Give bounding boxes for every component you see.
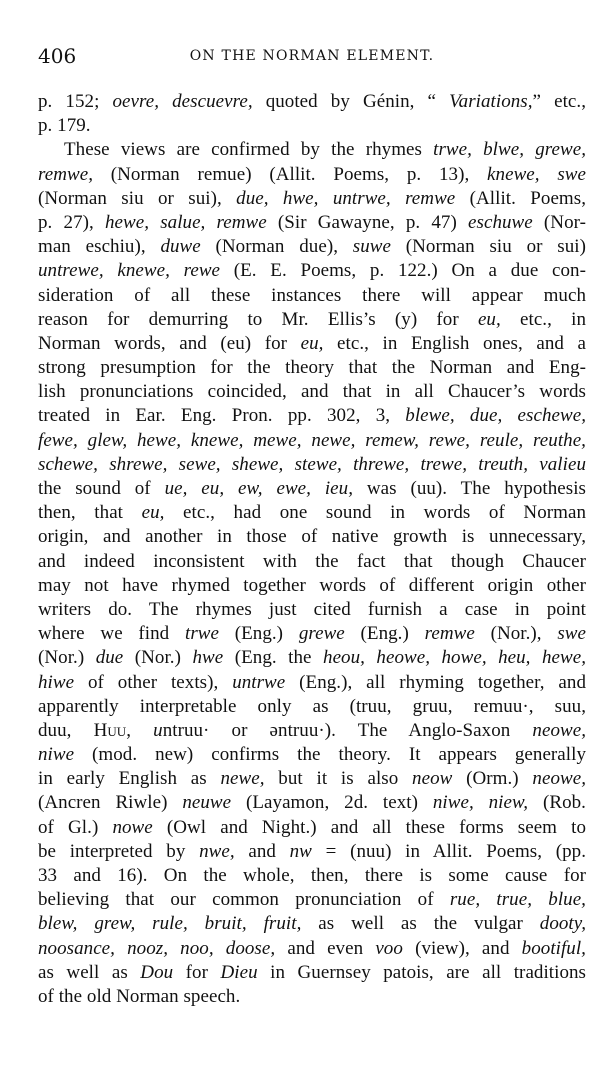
italic-term: nowe xyxy=(112,816,153,838)
text-line xyxy=(38,574,586,598)
text-run: (Orm.) xyxy=(452,768,533,790)
text-run: (Nor.), xyxy=(474,623,558,645)
italic-term: knewe, swe xyxy=(487,163,586,185)
text-run: of other texts), xyxy=(74,671,233,693)
text-run: These views are confirmed by the rhymes xyxy=(64,139,434,161)
text-run: (Ancren Riwle) xyxy=(38,792,183,814)
page-number: 406 xyxy=(38,44,77,68)
text-run: reason for demurring to Mr. Ellis’s (y) for xyxy=(38,308,478,330)
text-line xyxy=(38,671,586,695)
text-run: of Gl.) xyxy=(38,816,113,838)
text-run: (mod. new) confirms the theory. It appears generally xyxy=(74,744,586,766)
italic-term: untrewe, knewe, rewe xyxy=(38,260,221,282)
text-run: (Eng.) xyxy=(218,623,299,645)
italic-term: duwe xyxy=(160,236,201,258)
italic-term: remwe xyxy=(424,623,475,645)
italic-term: noosance, nooz, noo, doose, xyxy=(38,937,276,959)
text-run: for xyxy=(173,961,221,983)
text-line xyxy=(38,598,586,622)
italic-term: ue, eu, ew, ewe, ieu, xyxy=(164,478,353,499)
italic-term: eu, xyxy=(300,332,324,354)
text-run: duu, xyxy=(38,719,94,741)
text-run: (Norman siu or sui) xyxy=(390,236,586,258)
italic-term: blew, grew, rule, bruit, fruit, xyxy=(38,913,302,935)
text-line xyxy=(38,622,586,646)
italic-term: trwe, blwe, grewe, xyxy=(433,139,586,161)
text-run: ” etc., xyxy=(532,91,586,112)
italic-term: hewe, salue, remwe xyxy=(104,211,267,233)
text-line xyxy=(38,719,586,743)
text-run: etc., in English ones, and a xyxy=(323,332,586,354)
italic-term: schewe, shrewe, sewe, shewe, stewe, threwe, trewe, treuth, valieu xyxy=(38,453,586,475)
text-run: and indeed inconsistent with the fact that though Chaucer xyxy=(38,550,586,572)
text-line xyxy=(38,985,586,1009)
italic-term: oevre, descuevre, xyxy=(112,91,253,112)
text-line xyxy=(38,356,586,380)
running-head: ON THE NORMAN ELEMENT. xyxy=(189,48,435,64)
text-run: be interpreted by xyxy=(38,840,200,862)
text-line xyxy=(38,695,586,719)
text-line xyxy=(38,138,586,162)
text-line xyxy=(38,525,586,549)
text-run: the sound of xyxy=(38,478,165,499)
text-run: but it is also xyxy=(264,768,413,790)
italic-term: hiwe xyxy=(38,671,75,693)
text-run: Huu xyxy=(93,719,127,741)
text-line xyxy=(38,404,586,428)
text-line xyxy=(38,114,586,138)
italic-term: voo xyxy=(375,937,403,959)
page-header xyxy=(38,44,586,68)
text-run: strong presumption for the theory that the Norman and Eng- xyxy=(38,357,586,379)
text-run: quoted by Génin, “ xyxy=(252,91,450,112)
text-line xyxy=(38,888,586,912)
text-line xyxy=(38,90,586,114)
text-run: (Eng.), all rhyming together, and xyxy=(285,671,586,693)
text-line xyxy=(38,840,586,864)
italic-term: suwe xyxy=(352,236,391,258)
text-line xyxy=(38,961,586,985)
text-run: (view), and xyxy=(402,937,522,959)
italic-term: niwe, niew, xyxy=(432,792,529,814)
italic-term: remwe, xyxy=(38,163,93,185)
text-run: (Norman due), xyxy=(200,236,353,258)
italic-term: bootiful, xyxy=(521,937,586,959)
text-run: Norman words, and (eu) for xyxy=(38,332,301,354)
text-run: as well as xyxy=(38,961,141,983)
italic-term: blewe, due, eschewe, xyxy=(405,405,586,427)
italic-term: u xyxy=(153,719,163,741)
text-line xyxy=(38,743,586,767)
text-run: p. 27), xyxy=(38,211,105,233)
text-run: of the old Norman speech. xyxy=(38,985,241,1007)
text-line xyxy=(38,284,586,308)
text-line xyxy=(38,912,586,936)
text-line xyxy=(38,211,586,235)
text-line xyxy=(38,429,586,453)
text-run: man eschiu), xyxy=(38,236,161,258)
italic-term: Dou xyxy=(140,961,174,983)
text-run: (Nor.) xyxy=(38,647,96,669)
italic-term: eschuwe xyxy=(468,211,533,233)
italic-term: neuwe xyxy=(182,792,232,814)
text-run: in early English as xyxy=(38,768,221,790)
text-line xyxy=(38,259,586,283)
text-line xyxy=(38,767,586,791)
text-line xyxy=(38,477,586,501)
text-line xyxy=(38,332,586,356)
text-run: etc., had one sound in words of Norman xyxy=(164,502,586,524)
italic-term: trwe xyxy=(185,623,219,645)
text-line xyxy=(38,550,586,574)
text-line xyxy=(38,380,586,404)
text-line xyxy=(38,646,586,670)
italic-term: hwe xyxy=(192,647,224,669)
text-run: (Nor.) xyxy=(123,647,193,669)
text-line xyxy=(38,187,586,211)
text-run: , xyxy=(126,719,154,741)
text-line xyxy=(38,163,586,187)
italic-term: dooty, xyxy=(539,913,586,935)
text-run: (Layamon, 2d. text) xyxy=(231,792,433,814)
italic-term: swe xyxy=(557,623,586,645)
text-line xyxy=(38,453,586,477)
text-run: etc., in xyxy=(500,308,586,330)
italic-term: due xyxy=(95,647,124,669)
text-run: believing that our common pronunciation of xyxy=(38,889,450,911)
italic-term: grewe xyxy=(298,623,345,645)
italic-term: newe, xyxy=(220,768,265,790)
italic-term: niwe xyxy=(38,744,75,766)
text-run: sideration of all these instances there will appear much xyxy=(38,284,586,306)
italic-term: due, hwe, untrwe, remwe xyxy=(236,187,456,209)
text-run: (Sir Gawayne, p. 47) xyxy=(266,211,469,233)
text-run: as well as the vulgar xyxy=(301,913,540,935)
text-line xyxy=(38,235,586,259)
italic-term: eu, xyxy=(141,502,165,524)
text-run: treated in Ear. Eng. Pron. pp. 302, 3, xyxy=(38,405,406,427)
text-run: (Norman remue) (Allit. Poems, p. 13), xyxy=(93,163,488,185)
text-run: in Guernsey patois, are all traditions xyxy=(257,961,586,983)
italic-term: rue, true, blue, xyxy=(449,889,586,911)
italic-term: fewe, glew, hewe, knewe, mewe, newe, remew, rewe, reule, reuthe, xyxy=(38,429,586,451)
text-run: where we find xyxy=(38,623,185,645)
body-text xyxy=(38,90,586,1009)
italic-term: untrwe xyxy=(232,671,286,693)
text-run: p. 152; xyxy=(38,91,113,112)
text-run: origin, and another in those of native growth is unnecessary, xyxy=(38,526,586,548)
text-run: (Norman siu or sui), xyxy=(38,187,237,209)
text-line xyxy=(38,816,586,840)
text-run: lish pronunciations coincided, and that in all Chaucer’s words xyxy=(38,381,586,403)
italic-term: nwe, xyxy=(199,840,235,862)
text-run: and even xyxy=(275,937,376,959)
italic-term: eu, xyxy=(477,308,501,330)
text-run: (Eng.) xyxy=(344,623,425,645)
text-run: was (uu). The hypothesis xyxy=(353,478,586,499)
text-run: = (nuu) in Allit. Poems, (pp. xyxy=(311,840,586,862)
text-run: p. 179. xyxy=(38,115,91,137)
text-run: then, that xyxy=(38,502,142,524)
text-run: writers do. The rhymes just cited furnish a case in point xyxy=(38,598,586,620)
text-run: (Owl and Night.) and all these forms seem to xyxy=(152,816,586,838)
text-run: apparently interpretable only as (truu, gruu, remuu·, suu, xyxy=(38,695,586,717)
italic-term: Dieu xyxy=(220,961,258,983)
text-run: (Nor- xyxy=(532,211,586,233)
italic-term: neow xyxy=(412,768,453,790)
italic-term: heou, heowe, howe, heu, hewe, xyxy=(323,647,586,669)
italic-term: nw xyxy=(289,840,312,862)
text-run: ntruu· or əntruu·). The Anglo-Saxon xyxy=(162,719,533,741)
italic-term: Variations, xyxy=(449,91,533,112)
text-run: may not have rhymed together words of different origin other xyxy=(38,574,586,596)
text-run: (Allit. Poems, xyxy=(455,187,586,209)
text-run: (E. E. Poems, p. 122.) On a due con- xyxy=(220,260,586,282)
italic-term: neowe, xyxy=(532,768,586,790)
text-line xyxy=(38,308,586,332)
text-line xyxy=(38,791,586,815)
text-run: and xyxy=(234,840,290,862)
text-run: 33 and 16). On the whole, then, there is some cause for xyxy=(38,865,586,886)
text-run: (Eng. the xyxy=(223,647,324,669)
italic-term: neowe, xyxy=(532,719,586,741)
text-line xyxy=(38,864,586,888)
text-line xyxy=(38,501,586,525)
text-run: (Rob. xyxy=(528,792,586,814)
text-line xyxy=(38,937,586,961)
